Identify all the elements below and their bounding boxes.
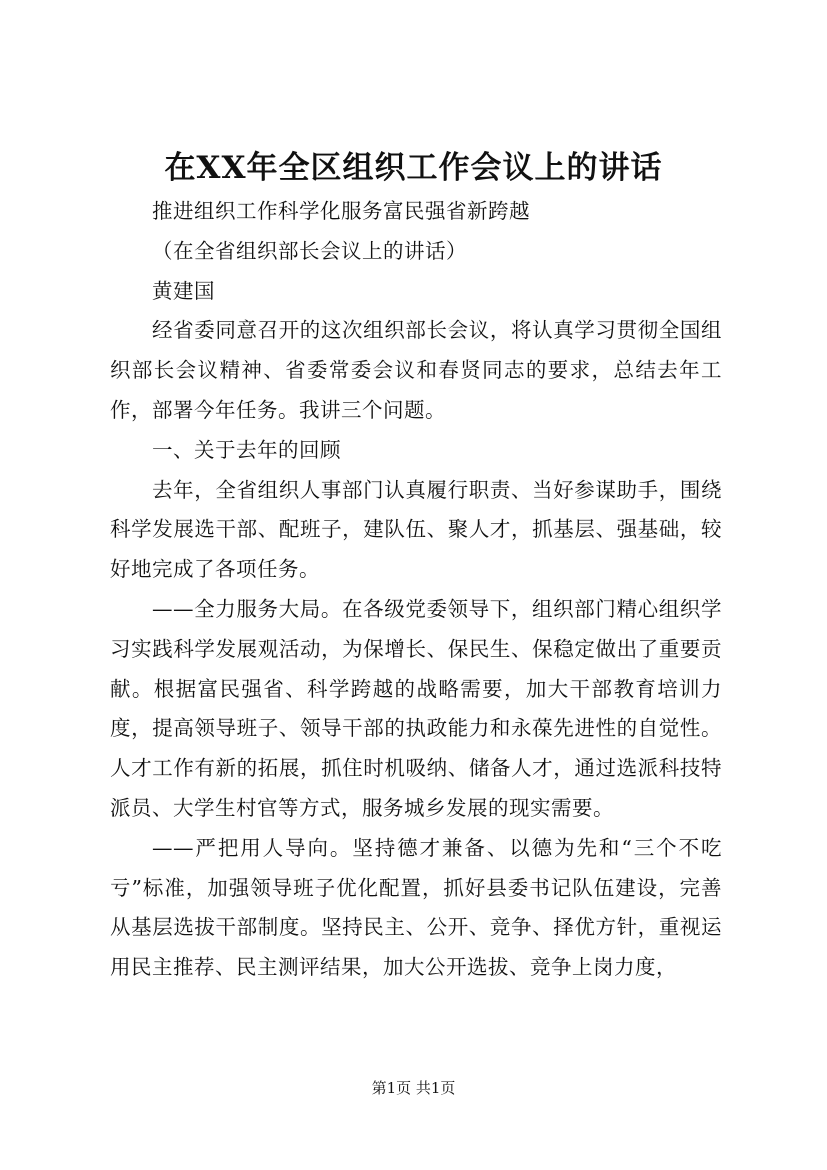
paragraph-serve-overall: ——全力服务大局。在各级党委领导下，组织部门精心组织学习实践科学发展观活动，为保增长、保民生、保稳定做出了重要贡献。根据富民强省、科学跨越的战略需要，加大干部教育培训力度，提高领导班子、领导干部的执政能力和永葆先进性的自觉性。人才工作有新的拓展，抓住时机吸纳、储备人才，通过选派科技特派员、大学生村官等方式，服务城乡发展的现实需要。	[110, 596, 722, 820]
section-heading: 一、关于去年的回顾	[152, 437, 341, 462]
document-body	[110, 192, 722, 988]
speaker-name: 黄建国	[152, 278, 215, 303]
paragraph-intro: 经省委同意召开的这次组织部长会议，将认真学习贯彻全国组织部长会议精神、省委常委会议和春贤同志的要求，总结去年工作，部署今年任务。我讲三个问题。	[110, 318, 722, 422]
subtitle: 推进组织工作科学化服务富民强省新跨越	[152, 199, 530, 223]
page-footer: 第1页 共1页	[371, 1079, 456, 1097]
paragraph-review: 去年，全省组织人事部门认真履行职责、当好参谋助手，围绕科学发展选干部、配班子，建队伍、聚人才，抓基层、强基础，较好地完成了各项任务。	[110, 477, 722, 582]
paragraph-personnel-guidance: ——严把用人导向。坚持德才兼备、以德为先和“三个不吃亏”标准，加强领导班子优化配置，抓好县委书记队伍建设，完善从基层选拔干部制度。坚持民主、公开、竞争、择优方针，重视运用民主推荐、民主测评结果，加大公开选拔、竞争上岗力度，	[110, 835, 722, 980]
document-title: 在XX年全区组织工作会议上的讲话	[164, 150, 663, 186]
occasion-note: （在全省组织部长会议上的讲话）	[152, 238, 467, 263]
